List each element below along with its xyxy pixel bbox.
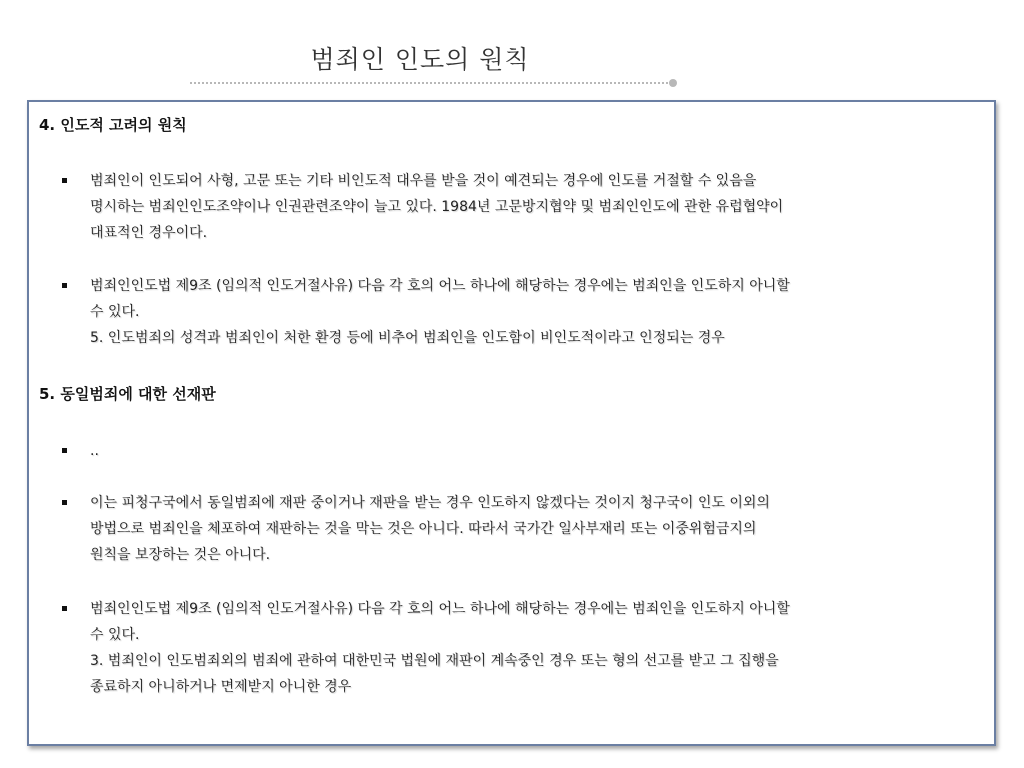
bullet-line: 명시하는 범죄인인도조약이나 인권관련조약이 늘고 있다. 1984년 고문방지협약 및 범죄인인도에 관한 유럽협약이 [90, 199, 784, 215]
page-title: 범죄인 인도의 원칙 [310, 45, 530, 74]
section-heading-prior-trial: 5. 동일범죄에 대한 선재판 [39, 385, 216, 403]
bullet-line: 종료하지 아니하거나 면제받지 아니한 경우 [90, 679, 352, 695]
bullet-line: 대표적인 경우이다. [90, 225, 208, 241]
bullet-item [62, 168, 982, 246]
title-divider-dot [669, 79, 677, 87]
bullet-line: 3. 범죄인이 인도범죄외의 범죄에 관하여 대한민국 법원에 재판이 계속중인 경우 또는 형의 선고를 받고 그 집행을 [90, 653, 779, 669]
bullet-item [62, 438, 982, 464]
bullet-line: 방법으로 범죄인을 체포하여 재판하는 것을 막는 것은 아니다. 따라서 국가간 일사부재리 또는 이중위험금지의 [90, 521, 757, 537]
bullet-line: .. [90, 443, 99, 459]
bullet-line: 원칙을 보장하는 것은 아니다. [90, 547, 271, 563]
bullet-square-icon [62, 283, 67, 288]
bullet-item [62, 596, 982, 700]
bullet-square-icon [62, 178, 67, 183]
bullet-line: 수 있다. [90, 304, 140, 320]
bullet-line: 5. 인도범죄의 성격과 범죄인이 처한 환경 등에 비추어 범죄인을 인도함이 비인도적이라고 인정되는 경우 [90, 330, 725, 346]
section-heading-humanitarian: 4. 인도적 고려의 원칙 [39, 116, 187, 134]
bullet-line: 수 있다. [90, 627, 140, 643]
bullet-line: 이는 피청구국에서 동일범죄에 재판 중이거나 재판을 받는 경우 인도하지 않겠다는 것이지 청구국이 인도 이외의 [90, 495, 770, 511]
bullet-square-icon [62, 606, 67, 611]
bullet-line: 범죄인인도법 제9조 (임의적 인도거절사유) 다음 각 호의 어느 하나에 해당하는 경우에는 범죄인을 인도하지 아니할 [90, 278, 790, 294]
content-panel [27, 100, 996, 746]
bullet-line: 범죄인이 인도되어 사형, 고문 또는 기타 비인도적 대우를 받을 것이 예견되는 경우에 인도를 거절할 수 있음을 [90, 173, 757, 189]
bullet-item [62, 490, 982, 568]
bullet-square-icon [62, 448, 67, 453]
bullet-text [90, 438, 982, 464]
bullet-text [90, 490, 982, 568]
bullet-text [90, 168, 982, 246]
title-divider [190, 82, 672, 84]
bullet-text [90, 596, 982, 700]
bullet-line: 범죄인인도법 제9조 (임의적 인도거절사유) 다음 각 호의 어느 하나에 해당하는 경우에는 범죄인을 인도하지 아니할 [90, 601, 790, 617]
bullet-square-icon [62, 500, 67, 505]
bullet-item [62, 273, 982, 351]
bullet-text [90, 273, 982, 351]
